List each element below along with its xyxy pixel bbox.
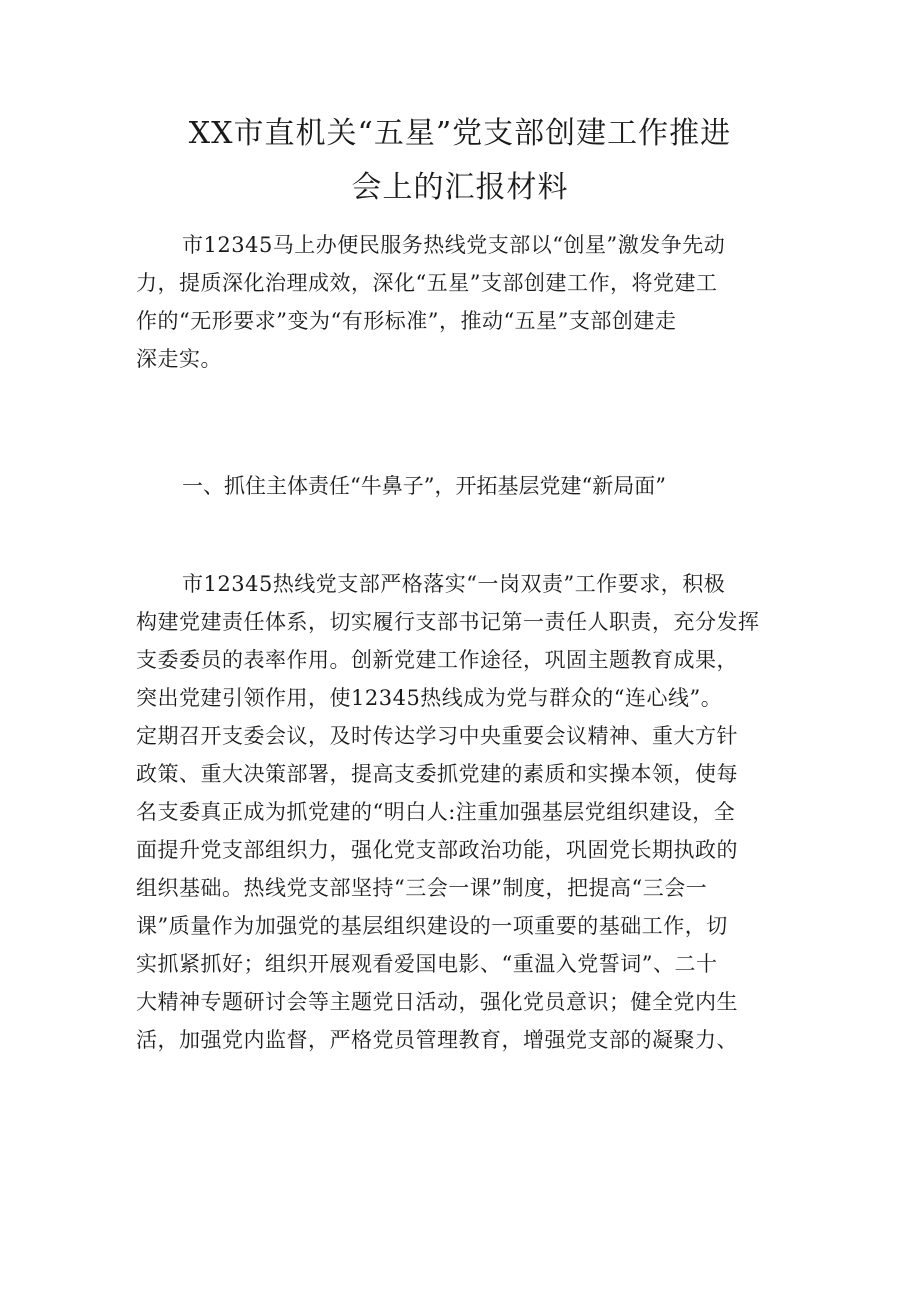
paragraph-line: 支委委员的表率作用。创新党建工作途径，巩固主题教育成果， [136, 648, 738, 672]
paragraph-line: 实抓紧抓好；组织开展观看爱国电影、“重温入党誓词”、二十 [136, 952, 718, 976]
section-1-paragraph [136, 565, 790, 1059]
intro-line: 深走实。 [136, 347, 222, 371]
paragraph-line: 名支委真正成为抓党建的“明白人:注重加强基层党组织建设，全 [136, 800, 736, 824]
paragraph-line: 构建党建责任体系，切实履行支部书记第一责任人职责，充分发挥 [136, 610, 760, 634]
intro-line: 作的“无形要求”变为“有形标准”，推动“五星”支部创建走 [136, 309, 677, 333]
paragraph-line: 政策、重大决策部署，提高支委抓党建的素质和实操本领，使每 [136, 762, 738, 786]
title-line-1: XX市直机关“五星”党支部创建工作推进 [188, 116, 732, 151]
paragraph-line: 课”质量作为加强党的基层组织建设的一项重要的基础工作，切 [136, 914, 728, 938]
paragraph-line: 定期召开支委会议，及时传达学习中央重要会议精神、重大方针 [136, 724, 738, 748]
paragraph-line: 活，加强党内监督，严格党员管理教育，增强党支部的凝聚力、 [136, 1028, 738, 1052]
paragraph-line: 突出党建引领作用，使12345热线成为党与群众的“连心线”。 [136, 686, 723, 710]
paragraph-line: 面提升党支部组织力，强化党支部政治功能，巩固党长期执政的 [136, 838, 738, 862]
title-line-2: 会上的汇报材料 [351, 170, 569, 205]
paragraph-line: 组织基础。热线党支部坚持“三会一课”制度，把提高“三会一 [136, 876, 708, 900]
paragraph-line: 大精神专题研讨会等主题党日活动，强化党员意识；健全党内生 [136, 990, 738, 1014]
section-heading: 一、抓住主体责任“牛鼻子”，开拓基层党建“新局面” [182, 474, 666, 498]
paragraph-line: 市12345热线党支部严格落实“一岗双责”工作要求，积极 [182, 572, 726, 596]
intro-line: 市12345马上办便民服务热线党支部以“创星”激发争先动 [182, 233, 726, 257]
intro-line: 力，提质深化治理成效，深化“五星”支部创建工作，将党建工 [136, 271, 718, 295]
intro-paragraph [136, 226, 790, 378]
